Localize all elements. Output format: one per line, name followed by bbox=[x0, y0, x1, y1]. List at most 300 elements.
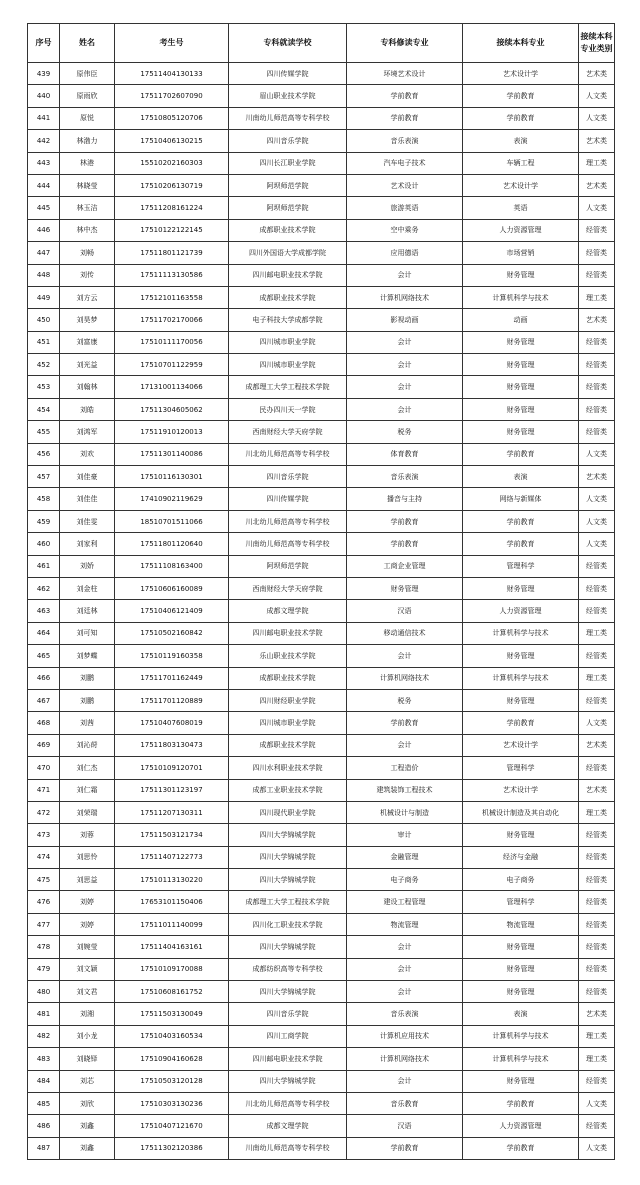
cell-college: 四川化工职业技术学院 bbox=[229, 913, 347, 935]
cell-seq: 486 bbox=[28, 1115, 60, 1137]
cell-college: 成都职业技术学院 bbox=[229, 667, 347, 689]
cell-seq: 473 bbox=[28, 824, 60, 846]
cell-bachelor-major: 管理科学 bbox=[463, 757, 579, 779]
cell-name: 刘鹏 bbox=[60, 689, 115, 711]
cell-college: 成都文理学院 bbox=[229, 600, 347, 622]
cell-seq: 445 bbox=[28, 197, 60, 219]
cell-name: 林晓莹 bbox=[60, 174, 115, 196]
cell-major-category: 经管类 bbox=[579, 958, 615, 980]
cell-college: 电子科技大学成都学院 bbox=[229, 309, 347, 331]
cell-college-major: 建设工程管理 bbox=[347, 891, 463, 913]
cell-major-category: 人文类 bbox=[579, 443, 615, 465]
cell-exam-number: 17510109120701 bbox=[115, 757, 229, 779]
cell-exam-number: 17510122122145 bbox=[115, 219, 229, 241]
cell-name: 刘婷 bbox=[60, 913, 115, 935]
cell-exam-number: 17511011140099 bbox=[115, 913, 229, 935]
cell-college: 四川音乐学院 bbox=[229, 1003, 347, 1025]
cell-bachelor-major: 人力资源管理 bbox=[463, 1115, 579, 1137]
table-row bbox=[28, 869, 615, 891]
cell-major-category: 理工类 bbox=[579, 1048, 615, 1070]
header-seq: 序号 bbox=[28, 24, 60, 63]
cell-seq: 462 bbox=[28, 577, 60, 599]
cell-bachelor-major: 车辆工程 bbox=[463, 152, 579, 174]
cell-major-category: 人文类 bbox=[579, 1137, 615, 1159]
admission-list-table bbox=[27, 23, 615, 1160]
table-row bbox=[28, 286, 615, 308]
cell-bachelor-major: 财务管理 bbox=[463, 421, 579, 443]
cell-exam-number: 17510113130220 bbox=[115, 869, 229, 891]
table-row bbox=[28, 1070, 615, 1092]
cell-exam-number: 17510608161752 bbox=[115, 981, 229, 1003]
cell-major-category: 理工类 bbox=[579, 286, 615, 308]
cell-exam-number: 17131001134066 bbox=[115, 376, 229, 398]
cell-seq: 487 bbox=[28, 1137, 60, 1159]
cell-college: 西南财经大学天府学院 bbox=[229, 577, 347, 599]
cell-major-category: 经管类 bbox=[579, 689, 615, 711]
table-row bbox=[28, 466, 615, 488]
cell-college-major: 汉语 bbox=[347, 1115, 463, 1137]
cell-major-category: 经管类 bbox=[579, 891, 615, 913]
cell-seq: 442 bbox=[28, 130, 60, 152]
cell-major-category: 经管类 bbox=[579, 264, 615, 286]
cell-name: 刘欢 bbox=[60, 443, 115, 465]
cell-bachelor-major: 财务管理 bbox=[463, 689, 579, 711]
cell-college: 川南幼儿师范高等专科学校 bbox=[229, 533, 347, 555]
cell-major-category: 经管类 bbox=[579, 421, 615, 443]
cell-name: 刘湘 bbox=[60, 1003, 115, 1025]
cell-major-category: 经管类 bbox=[579, 376, 615, 398]
cell-bachelor-major: 财务管理 bbox=[463, 958, 579, 980]
cell-college: 四川大学锦城学院 bbox=[229, 1070, 347, 1092]
cell-name: 刘畅 bbox=[60, 242, 115, 264]
cell-exam-number: 17510701122959 bbox=[115, 354, 229, 376]
cell-major-category: 经管类 bbox=[579, 398, 615, 420]
table-row bbox=[28, 443, 615, 465]
cell-exam-number: 17510606160089 bbox=[115, 577, 229, 599]
table-row bbox=[28, 667, 615, 689]
cell-bachelor-major: 学前教育 bbox=[463, 533, 579, 555]
cell-exam-number: 17511503121734 bbox=[115, 824, 229, 846]
cell-college-major: 会计 bbox=[347, 958, 463, 980]
table-row bbox=[28, 1048, 615, 1070]
cell-name: 刘传 bbox=[60, 264, 115, 286]
cell-major-category: 理工类 bbox=[579, 1025, 615, 1047]
cell-seq: 439 bbox=[28, 63, 60, 85]
table-row bbox=[28, 913, 615, 935]
cell-college-major: 音乐教育 bbox=[347, 1092, 463, 1114]
header-name: 姓名 bbox=[60, 24, 115, 63]
cell-college: 四川外国语大学成都学院 bbox=[229, 242, 347, 264]
cell-seq: 454 bbox=[28, 398, 60, 420]
cell-name: 刘沁莳 bbox=[60, 734, 115, 756]
cell-college-major: 建筑装饰工程技术 bbox=[347, 779, 463, 801]
cell-name: 刘晓铎 bbox=[60, 1048, 115, 1070]
cell-name: 刘小龙 bbox=[60, 1025, 115, 1047]
cell-college: 四川大学锦城学院 bbox=[229, 981, 347, 1003]
cell-seq: 458 bbox=[28, 488, 60, 510]
header-college: 专科就读学校 bbox=[229, 24, 347, 63]
cell-exam-number: 17511702607090 bbox=[115, 85, 229, 107]
cell-bachelor-major: 电子商务 bbox=[463, 869, 579, 891]
cell-college-major: 学前教育 bbox=[347, 1137, 463, 1159]
cell-college-major: 应用德语 bbox=[347, 242, 463, 264]
cell-college-major: 会计 bbox=[347, 376, 463, 398]
table-row bbox=[28, 354, 615, 376]
cell-seq: 446 bbox=[28, 219, 60, 241]
cell-name: 刘翰林 bbox=[60, 376, 115, 398]
cell-college-major: 工程造价 bbox=[347, 757, 463, 779]
table-row bbox=[28, 600, 615, 622]
cell-college-major: 物流管理 bbox=[347, 913, 463, 935]
cell-seq: 449 bbox=[28, 286, 60, 308]
table-row bbox=[28, 398, 615, 420]
cell-college: 四川水利职业技术学院 bbox=[229, 757, 347, 779]
table-row bbox=[28, 242, 615, 264]
table-row bbox=[28, 555, 615, 577]
cell-college: 川南幼儿师范高等专科学校 bbox=[229, 107, 347, 129]
cell-seq: 477 bbox=[28, 913, 60, 935]
cell-exam-number: 17511404130133 bbox=[115, 63, 229, 85]
table-row bbox=[28, 85, 615, 107]
cell-college-major: 音乐表演 bbox=[347, 130, 463, 152]
cell-college-major: 音乐表演 bbox=[347, 1003, 463, 1025]
cell-major-category: 理工类 bbox=[579, 667, 615, 689]
cell-college: 四川邮电职业技术学院 bbox=[229, 264, 347, 286]
table-row bbox=[28, 63, 615, 85]
table-row bbox=[28, 152, 615, 174]
cell-major-category: 艺术类 bbox=[579, 1003, 615, 1025]
cell-college: 四川大学锦城学院 bbox=[229, 846, 347, 868]
cell-name: 刘昊梦 bbox=[60, 309, 115, 331]
cell-bachelor-major: 财务管理 bbox=[463, 331, 579, 353]
cell-college: 四川大学锦城学院 bbox=[229, 936, 347, 958]
cell-name: 林港 bbox=[60, 152, 115, 174]
cell-college: 西南财经大学天府学院 bbox=[229, 421, 347, 443]
cell-seq: 479 bbox=[28, 958, 60, 980]
cell-college: 四川大学锦城学院 bbox=[229, 869, 347, 891]
cell-exam-number: 17510407121670 bbox=[115, 1115, 229, 1137]
cell-college: 成都工业职业技术学院 bbox=[229, 779, 347, 801]
cell-exam-number: 17511702170066 bbox=[115, 309, 229, 331]
cell-bachelor-major: 管理科学 bbox=[463, 555, 579, 577]
cell-exam-number: 17511503130049 bbox=[115, 1003, 229, 1025]
cell-bachelor-major: 表演 bbox=[463, 466, 579, 488]
cell-college: 成都理工大学工程技术学院 bbox=[229, 376, 347, 398]
cell-seq: 459 bbox=[28, 510, 60, 532]
table-row bbox=[28, 846, 615, 868]
cell-bachelor-major: 财务管理 bbox=[463, 264, 579, 286]
table-row bbox=[28, 981, 615, 1003]
table-row bbox=[28, 712, 615, 734]
cell-name: 原悦 bbox=[60, 107, 115, 129]
cell-name: 刘思怜 bbox=[60, 846, 115, 868]
cell-bachelor-major: 网络与新媒体 bbox=[463, 488, 579, 510]
cell-college-major: 环境艺术设计 bbox=[347, 63, 463, 85]
cell-major-category: 经管类 bbox=[579, 913, 615, 935]
cell-seq: 451 bbox=[28, 331, 60, 353]
cell-college-major: 学前教育 bbox=[347, 85, 463, 107]
cell-seq: 457 bbox=[28, 466, 60, 488]
cell-name: 刘荣瑞 bbox=[60, 801, 115, 823]
cell-name: 刘鹏 bbox=[60, 667, 115, 689]
cell-major-category: 人文类 bbox=[579, 510, 615, 532]
cell-bachelor-major: 机械设计制造及其自动化 bbox=[463, 801, 579, 823]
cell-exam-number: 17510503120128 bbox=[115, 1070, 229, 1092]
cell-bachelor-major: 艺术设计学 bbox=[463, 734, 579, 756]
cell-college: 四川邮电职业技术学院 bbox=[229, 622, 347, 644]
cell-name: 刘皓 bbox=[60, 398, 115, 420]
cell-name: 刘富康 bbox=[60, 331, 115, 353]
cell-bachelor-major: 动画 bbox=[463, 309, 579, 331]
cell-college-major: 计算机网络技术 bbox=[347, 286, 463, 308]
cell-college: 四川财经职业学院 bbox=[229, 689, 347, 711]
cell-name: 刘娇 bbox=[60, 555, 115, 577]
cell-seq: 484 bbox=[28, 1070, 60, 1092]
cell-bachelor-major: 表演 bbox=[463, 130, 579, 152]
cell-name: 刘蓉 bbox=[60, 824, 115, 846]
cell-major-category: 经管类 bbox=[579, 981, 615, 1003]
cell-college: 四川传媒学院 bbox=[229, 488, 347, 510]
table-row bbox=[28, 264, 615, 286]
cell-college-major: 工商企业管理 bbox=[347, 555, 463, 577]
cell-seq: 464 bbox=[28, 622, 60, 644]
cell-exam-number: 15510202160303 bbox=[115, 152, 229, 174]
cell-exam-number: 17511208161224 bbox=[115, 197, 229, 219]
cell-bachelor-major: 英语 bbox=[463, 197, 579, 219]
cell-exam-number: 17511701162449 bbox=[115, 667, 229, 689]
cell-major-category: 艺术类 bbox=[579, 130, 615, 152]
cell-exam-number: 17510303130236 bbox=[115, 1092, 229, 1114]
cell-seq: 456 bbox=[28, 443, 60, 465]
cell-college: 四川音乐学院 bbox=[229, 466, 347, 488]
cell-major-category: 经管类 bbox=[579, 757, 615, 779]
cell-name: 刘芯 bbox=[60, 1070, 115, 1092]
cell-major-category: 经管类 bbox=[579, 1070, 615, 1092]
cell-bachelor-major: 管理科学 bbox=[463, 891, 579, 913]
cell-seq: 482 bbox=[28, 1025, 60, 1047]
cell-exam-number: 17510502160842 bbox=[115, 622, 229, 644]
cell-college: 成都职业技术学院 bbox=[229, 734, 347, 756]
cell-college-major: 艺术设计 bbox=[347, 174, 463, 196]
cell-exam-number: 17510406130215 bbox=[115, 130, 229, 152]
cell-name: 刘鑫 bbox=[60, 1137, 115, 1159]
cell-major-category: 经管类 bbox=[579, 219, 615, 241]
cell-name: 刘仁杰 bbox=[60, 757, 115, 779]
cell-college: 四川现代职业学院 bbox=[229, 801, 347, 823]
cell-bachelor-major: 艺术设计学 bbox=[463, 779, 579, 801]
cell-college-major: 会计 bbox=[347, 936, 463, 958]
cell-seq: 440 bbox=[28, 85, 60, 107]
table-row bbox=[28, 757, 615, 779]
cell-name: 原雨欣 bbox=[60, 85, 115, 107]
cell-college-major: 金融管理 bbox=[347, 846, 463, 868]
cell-exam-number: 17510406121409 bbox=[115, 600, 229, 622]
cell-exam-number: 17511304605062 bbox=[115, 398, 229, 420]
cell-name: 刘欣 bbox=[60, 1092, 115, 1114]
cell-major-category: 经管类 bbox=[579, 331, 615, 353]
cell-college-major: 移动通信技术 bbox=[347, 622, 463, 644]
cell-college: 川北幼儿师范高等专科学校 bbox=[229, 1092, 347, 1114]
cell-name: 刘鑫 bbox=[60, 1115, 115, 1137]
cell-seq: 481 bbox=[28, 1003, 60, 1025]
cell-exam-number: 17653101150406 bbox=[115, 891, 229, 913]
cell-seq: 463 bbox=[28, 600, 60, 622]
table-row bbox=[28, 309, 615, 331]
cell-exam-number: 17511803130473 bbox=[115, 734, 229, 756]
cell-name: 刘方云 bbox=[60, 286, 115, 308]
table-row bbox=[28, 1003, 615, 1025]
cell-name: 刘家利 bbox=[60, 533, 115, 555]
cell-exam-number: 17510116130301 bbox=[115, 466, 229, 488]
cell-college: 四川音乐学院 bbox=[229, 130, 347, 152]
cell-college-major: 会计 bbox=[347, 354, 463, 376]
cell-bachelor-major: 财务管理 bbox=[463, 398, 579, 420]
cell-college: 成都职业技术学院 bbox=[229, 286, 347, 308]
cell-seq: 469 bbox=[28, 734, 60, 756]
cell-college-major: 学前教育 bbox=[347, 712, 463, 734]
cell-college-major: 影视动画 bbox=[347, 309, 463, 331]
cell-college: 川南幼儿师范高等专科学校 bbox=[229, 1137, 347, 1159]
cell-exam-number: 17512101163558 bbox=[115, 286, 229, 308]
cell-bachelor-major: 计算机科学与技术 bbox=[463, 1025, 579, 1047]
cell-college: 四川传媒学院 bbox=[229, 63, 347, 85]
cell-seq: 452 bbox=[28, 354, 60, 376]
cell-exam-number: 17511404163161 bbox=[115, 936, 229, 958]
cell-seq: 441 bbox=[28, 107, 60, 129]
table-row bbox=[28, 958, 615, 980]
cell-college-major: 会计 bbox=[347, 331, 463, 353]
table-row bbox=[28, 622, 615, 644]
header-major-category: 接续本科专业类别 bbox=[579, 24, 615, 63]
cell-college: 四川大学锦城学院 bbox=[229, 824, 347, 846]
cell-exam-number: 17410902119629 bbox=[115, 488, 229, 510]
cell-major-category: 人文类 bbox=[579, 1092, 615, 1114]
cell-major-category: 艺术类 bbox=[579, 466, 615, 488]
cell-college: 川北幼儿师范高等专科学校 bbox=[229, 510, 347, 532]
cell-college: 乐山职业技术学院 bbox=[229, 645, 347, 667]
cell-bachelor-major: 艺术设计学 bbox=[463, 63, 579, 85]
cell-name: 刘佳佳 bbox=[60, 488, 115, 510]
header-bachelor-major: 接续本科专业 bbox=[463, 24, 579, 63]
cell-bachelor-major: 计算机科学与技术 bbox=[463, 1048, 579, 1070]
cell-name: 刘金柱 bbox=[60, 577, 115, 599]
cell-college-major: 音乐表演 bbox=[347, 466, 463, 488]
cell-major-category: 艺术类 bbox=[579, 63, 615, 85]
cell-exam-number: 17511801120640 bbox=[115, 533, 229, 555]
cell-name: 刘鸿军 bbox=[60, 421, 115, 443]
table-row bbox=[28, 1115, 615, 1137]
cell-college-major: 会计 bbox=[347, 1070, 463, 1092]
cell-major-category: 人文类 bbox=[579, 712, 615, 734]
cell-seq: 444 bbox=[28, 174, 60, 196]
cell-bachelor-major: 学前教育 bbox=[463, 107, 579, 129]
cell-name: 刘思益 bbox=[60, 869, 115, 891]
cell-name: 刘茜 bbox=[60, 712, 115, 734]
cell-exam-number: 17510407608019 bbox=[115, 712, 229, 734]
cell-exam-number: 17511113130586 bbox=[115, 264, 229, 286]
cell-college-major: 学前教育 bbox=[347, 533, 463, 555]
cell-bachelor-major: 财务管理 bbox=[463, 645, 579, 667]
table-row bbox=[28, 1092, 615, 1114]
cell-bachelor-major: 计算机科学与技术 bbox=[463, 286, 579, 308]
cell-major-category: 经管类 bbox=[579, 1115, 615, 1137]
cell-major-category: 理工类 bbox=[579, 622, 615, 644]
table-row bbox=[28, 331, 615, 353]
cell-seq: 478 bbox=[28, 936, 60, 958]
cell-seq: 465 bbox=[28, 645, 60, 667]
cell-college-major: 电子商务 bbox=[347, 869, 463, 891]
cell-college-major: 税务 bbox=[347, 421, 463, 443]
cell-college-major: 财务管理 bbox=[347, 577, 463, 599]
cell-exam-number: 17510904160628 bbox=[115, 1048, 229, 1070]
cell-major-category: 经管类 bbox=[579, 824, 615, 846]
cell-bachelor-major: 学前教育 bbox=[463, 510, 579, 532]
cell-major-category: 经管类 bbox=[579, 936, 615, 958]
table-row bbox=[28, 1025, 615, 1047]
cell-major-category: 艺术类 bbox=[579, 174, 615, 196]
cell-exam-number: 18510701511066 bbox=[115, 510, 229, 532]
cell-seq: 461 bbox=[28, 555, 60, 577]
cell-bachelor-major: 财务管理 bbox=[463, 981, 579, 1003]
header-row bbox=[28, 24, 615, 63]
table-row bbox=[28, 130, 615, 152]
cell-college-major: 机械设计与制造 bbox=[347, 801, 463, 823]
table-row bbox=[28, 488, 615, 510]
cell-college: 成都理工大学工程技术学院 bbox=[229, 891, 347, 913]
cell-college: 川北幼儿师范高等专科学校 bbox=[229, 443, 347, 465]
cell-seq: 453 bbox=[28, 376, 60, 398]
cell-major-category: 经管类 bbox=[579, 555, 615, 577]
cell-bachelor-major: 表演 bbox=[463, 1003, 579, 1025]
cell-college-major: 会计 bbox=[347, 981, 463, 1003]
table-body bbox=[28, 63, 615, 1160]
cell-bachelor-major: 学前教育 bbox=[463, 1092, 579, 1114]
cell-name: 林玉洁 bbox=[60, 197, 115, 219]
cell-bachelor-major: 艺术设计学 bbox=[463, 174, 579, 196]
cell-major-category: 人文类 bbox=[579, 488, 615, 510]
cell-exam-number: 17510403160534 bbox=[115, 1025, 229, 1047]
cell-bachelor-major: 财务管理 bbox=[463, 577, 579, 599]
cell-exam-number: 17511302120386 bbox=[115, 1137, 229, 1159]
cell-bachelor-major: 财务管理 bbox=[463, 1070, 579, 1092]
cell-college-major: 学前教育 bbox=[347, 107, 463, 129]
cell-seq: 467 bbox=[28, 689, 60, 711]
cell-name: 原伟臣 bbox=[60, 63, 115, 85]
cell-bachelor-major: 经济与金融 bbox=[463, 846, 579, 868]
cell-college-major: 空中乘务 bbox=[347, 219, 463, 241]
cell-name: 刘佳豪 bbox=[60, 466, 115, 488]
cell-name: 林中杰 bbox=[60, 219, 115, 241]
cell-major-category: 经管类 bbox=[579, 600, 615, 622]
table-row bbox=[28, 107, 615, 129]
cell-bachelor-major: 学前教育 bbox=[463, 712, 579, 734]
cell-seq: 448 bbox=[28, 264, 60, 286]
cell-bachelor-major: 人力资源管理 bbox=[463, 219, 579, 241]
header-college-major: 专科修读专业 bbox=[347, 24, 463, 63]
cell-name: 刘可知 bbox=[60, 622, 115, 644]
cell-exam-number: 17510119160358 bbox=[115, 645, 229, 667]
cell-college: 四川城市职业学院 bbox=[229, 331, 347, 353]
cell-college: 四川城市职业学院 bbox=[229, 354, 347, 376]
cell-major-category: 人文类 bbox=[579, 85, 615, 107]
cell-seq: 474 bbox=[28, 846, 60, 868]
cell-college-major: 会计 bbox=[347, 398, 463, 420]
cell-exam-number: 17510111170056 bbox=[115, 331, 229, 353]
cell-seq: 471 bbox=[28, 779, 60, 801]
cell-major-category: 经管类 bbox=[579, 577, 615, 599]
cell-college-major: 审计 bbox=[347, 824, 463, 846]
cell-seq: 485 bbox=[28, 1092, 60, 1114]
